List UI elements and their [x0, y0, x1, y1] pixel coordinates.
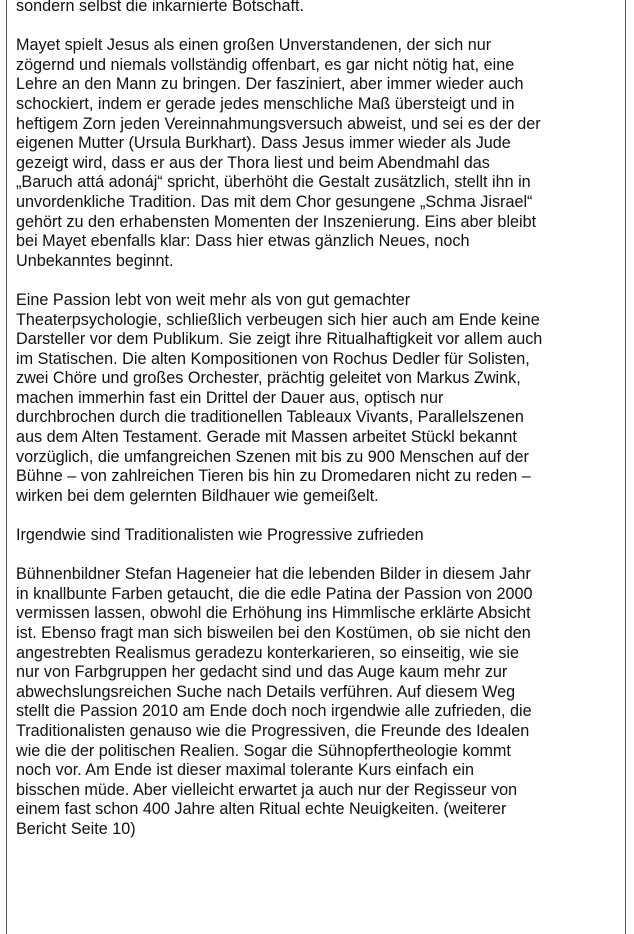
- text-line: Bühne – von zahlreichen Tieren bis hin zu Dromedaren nicht zu reden –: [16, 467, 531, 486]
- article-paragraph: [16, 36, 616, 271]
- text-line: abwechslungsreichen Suche nach Details verführen. Auf diesem Weg: [16, 682, 516, 701]
- text-line: Eine Passion lebt von weit mehr als von gut gemachter: [16, 290, 411, 309]
- text-line: Bühnenbildner Stefan Hageneier hat die lebenden Bilder in diesem Jahr: [16, 565, 531, 584]
- text-line: bei Mayet ebenfalls klar: Dass hier etwas gänzlich Neues, noch: [16, 232, 470, 251]
- text-line: „Baruch attá adonáj“ spricht, überhöht die Gestalt zusätzlich, stellt ihn in: [16, 173, 531, 192]
- text-line: noch vor. Am Ende ist dieser maximal tolerante Kurs einfach ein: [16, 761, 474, 780]
- text-line: schockiert, indem er gerade jedes menschliche Maß übersteigt und in: [16, 94, 515, 113]
- section-subheading: [16, 526, 616, 546]
- text-line: gehört zu den erhabensten Momenten der Inszenierung. Eins aber bleibt: [16, 212, 537, 231]
- text-line: Bericht Seite 10): [16, 819, 136, 838]
- text-line: gezeigt wird, dass er aus der Thora liest und beim Abendmahl das: [16, 153, 490, 172]
- text-line: wie die der politischen Realien. Sogar die Sühnopfertheologie kommt: [16, 741, 511, 760]
- text-line: Traditionalisten genauso wie die Progressiven, die Freunde des Idealen: [16, 721, 530, 740]
- text-line: Darsteller vor dem Publikum. Sie zeigt ihre Ritualhaftigkeit vor allem auch: [16, 330, 543, 349]
- text-line: wirken bei dem gelernten Bildhauer wie gemeißelt.: [16, 486, 379, 505]
- article-paragraph: [16, 0, 616, 17]
- article-paragraph: [16, 291, 616, 507]
- text-line: ist. Ebenso fragt man sich bisweilen bei den Kostümen, ob sie nicht den: [16, 624, 531, 642]
- text-line: bisschen müde. Aber vielleicht erwartet ja auch nur der Regisseur von: [16, 780, 518, 799]
- text-line: Unbekanntes beginnt.: [16, 251, 174, 270]
- article-paragraph: [16, 565, 616, 839]
- text-line: vermissen lassen, obwohl die Erhöhung ins Himmlische erklärte Absicht: [16, 604, 531, 623]
- text-line: angestrebten Realismus geradezu konterkarieren, so einseitig, wie sie: [16, 643, 519, 662]
- text-line: machen immerhin fast ein Drittel der Dauer aus, optisch nur: [16, 388, 444, 407]
- text-line: einem fast schon 400 Jahre alten Ritual echte Neuigkeiten. (weiterer: [16, 800, 507, 819]
- text-line: eigenen Mutter (Ursula Burkhart). Dass Jesus immer wieder als Jude: [16, 134, 511, 153]
- text-line: nur von Farbgruppen her gedacht sind und das Auge kaum mehr zur: [16, 663, 508, 682]
- text-line: Theaterpsychologie, schließlich verbeugen sich hier auch am Ende keine: [16, 310, 540, 329]
- article-body: [16, 0, 616, 859]
- text-line: heftigem Zorn jeden Vereinnahmungsversuch abweist, und sei es der der: [16, 114, 541, 133]
- text-line: Irgendwie sind Traditionalisten wie Progressive zufrieden: [16, 526, 424, 545]
- text-line: Mayet spielt Jesus als einen großen Unverstandenen, der sich nur: [16, 36, 492, 55]
- text-line: zwei Chöre und großes Orchester, prächtig geleitet von Markus Zwink,: [16, 369, 521, 388]
- text-line: unvordenkliche Tradition. Das mit dem Chor gesungene „Schma Jisrael“: [16, 192, 533, 211]
- text-line: aus dem Alten Testament. Gerade mit Massen arbeitet Stückl bekannt: [16, 428, 517, 447]
- text-line: im Statischen. Die alten Kompositionen von Rochus Dedler für Solisten,: [16, 349, 530, 368]
- text-line: Lehre an den Mann zu bringen. Der fasziniert, aber immer wieder auch: [16, 75, 524, 94]
- text-line: stellt die Passion 2010 am Ende doch noch irgendwie alle zufrieden, die: [16, 702, 532, 721]
- text-line: durchbrochen durch die traditionellen Tableaux Vivants, Parallelszenen: [16, 408, 524, 427]
- text-line: vorzüglich, die umfangreichen Szenen mit bis zu 900 Menschen auf der: [16, 447, 529, 466]
- text-line: sondern selbst die inkarnierte Botschaft.: [16, 0, 304, 15]
- text-line: in knallbunte Farben getaucht, die die edle Patina der Passion von 2000: [16, 584, 533, 603]
- text-line: zögernd und niemals vollständig offenbart, es gar nicht nötig hat, eine: [16, 55, 515, 74]
